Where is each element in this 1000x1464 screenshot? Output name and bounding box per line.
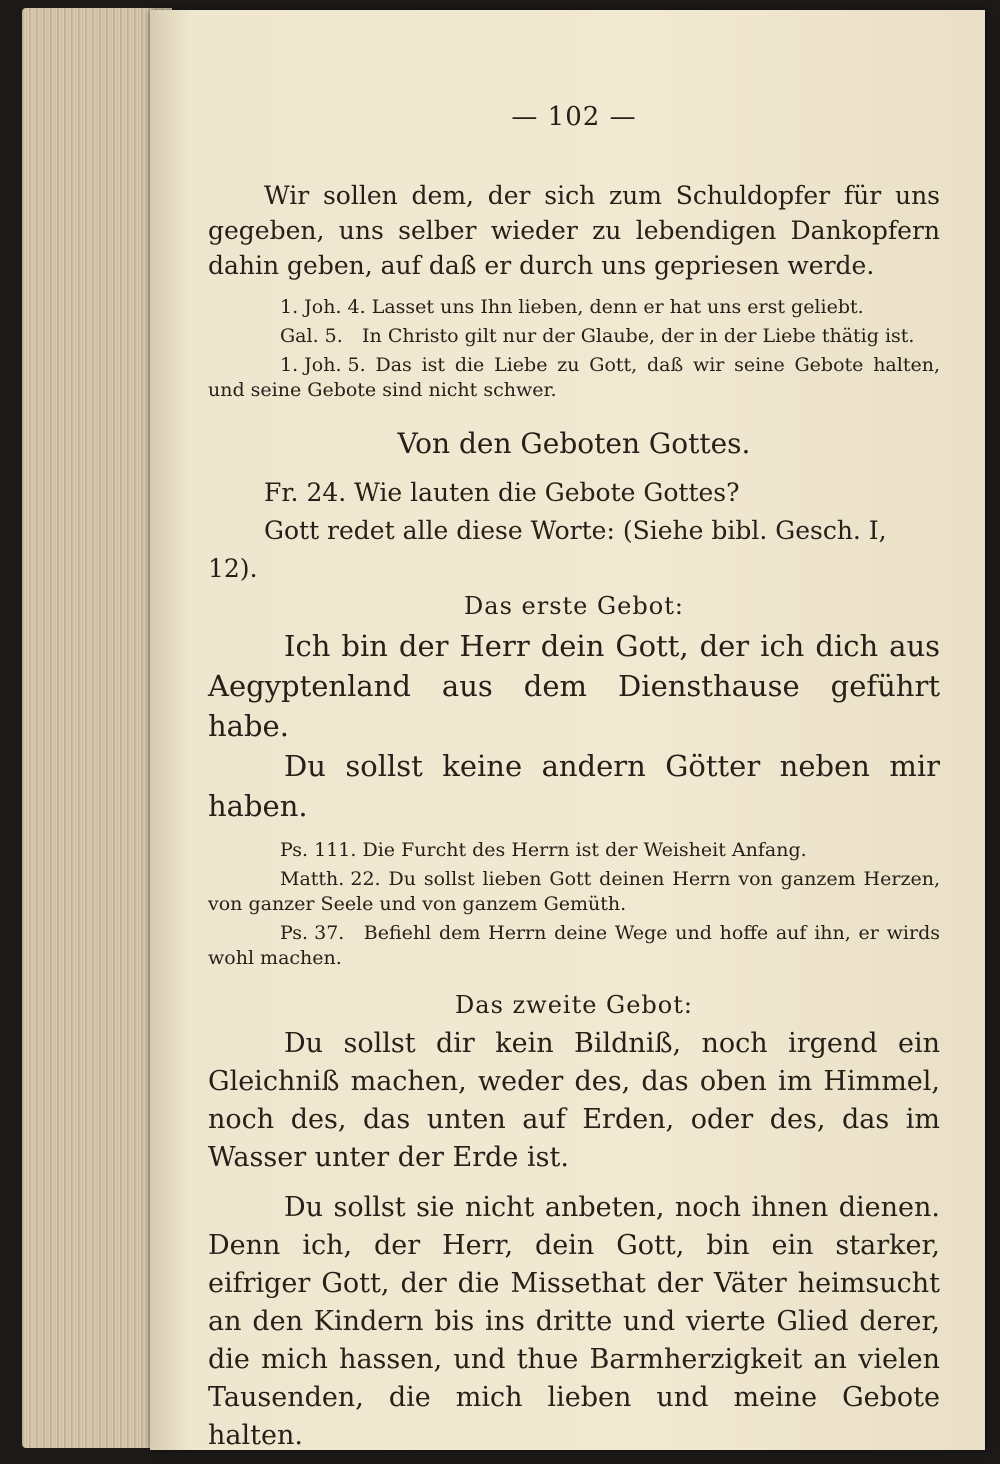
reference-citation: Matth. 22. (280, 868, 381, 890)
first-commandment-references (208, 838, 940, 971)
scripture-reference (208, 295, 940, 320)
reference-citation: Ps. 37. (280, 922, 345, 944)
intro-paragraph: Wir sollen dem, der sich zum Schuldopfer für uns gegeben, uns selber wieder zu lebendigen Dankopfern dahin geben, auf daß er durch uns gepriesen werde. (208, 181, 940, 280)
reference-text: Die Furcht des Herrn ist der Weisheit Anfang. (362, 839, 807, 861)
second-commandment-paragraph2: Du sollst sie nicht anbeten, noch ihnen dienen. Denn ich, der Herr, dein Gott, bin ein starker, eifriger Gott, der die Missethat der Väter heimsucht an den Kindern bis ins dritte und vierte Glied derer, die mich hassen, und thue Barmherzigkeit an vielen Tausenden, die mich lieben und meine Gebote halten. (208, 1192, 940, 1451)
question: Fr. 24. Wie lauten die Gebote Gottes? (264, 478, 740, 507)
page-number: — 102 — (511, 102, 637, 132)
book-page (150, 10, 985, 1450)
scripture-reference (208, 867, 940, 917)
reference-text: Du sollst lieben Gott deinen Herrn von ganzem Herzen, von ganzer Seele und von ganzem Gemüth. (208, 868, 940, 915)
reference-text: Befiehl dem Herrn deine Wege und hoffe auf ihn, er wirds wohl machen. (208, 922, 940, 969)
reference-citation: 1. Joh. 5. (280, 354, 366, 376)
scripture-reference (208, 324, 940, 349)
scripture-reference (208, 838, 940, 863)
scripture-reference (208, 921, 940, 971)
first-commandment-line2: Du sollst keine andern Götter neben mir haben. (208, 749, 940, 823)
reference-citation: Ps. 111. (280, 839, 357, 861)
first-commandment-line1: Ich bin der Herr dein Gott, der ich dich aus Aegyptenland aus dem Diensthause geführt habe. (208, 629, 940, 743)
reference-citation: Gal. 5. (280, 325, 343, 347)
section-heading: Von den Geboten Gottes. (397, 427, 751, 460)
reference-text: Lasset uns Ihn lieben, denn er hat uns erst geliebt. (371, 296, 864, 318)
second-commandment-paragraph1: Du sollst dir kein Bildniß, noch irgend ein Gleichniß machen, weder des, das oben im Himmel, noch des, das unten auf Erden, oder des, das im Wasser unter der Erde ist. (208, 1028, 940, 1173)
first-commandment-title: Das erste Gebot: (464, 592, 684, 620)
reference-text: Das ist die Liebe zu Gott, daß wir seine Gebote halten, und seine Gebote sind nicht schwer. (208, 354, 940, 401)
second-commandment-title: Das zweite Gebot: (455, 991, 693, 1019)
scripture-reference (208, 353, 940, 403)
answer: Gott redet alle diese Worte: (Siehe bibl. Gesch. I, 12). (208, 516, 887, 583)
reference-citation: 1. Joh. 4. (280, 296, 366, 318)
reference-text: In Christo gilt nur der Glaube, der in der Liebe thätig ist. (362, 325, 915, 347)
intro-references (208, 295, 940, 403)
page-content (208, 102, 940, 1455)
